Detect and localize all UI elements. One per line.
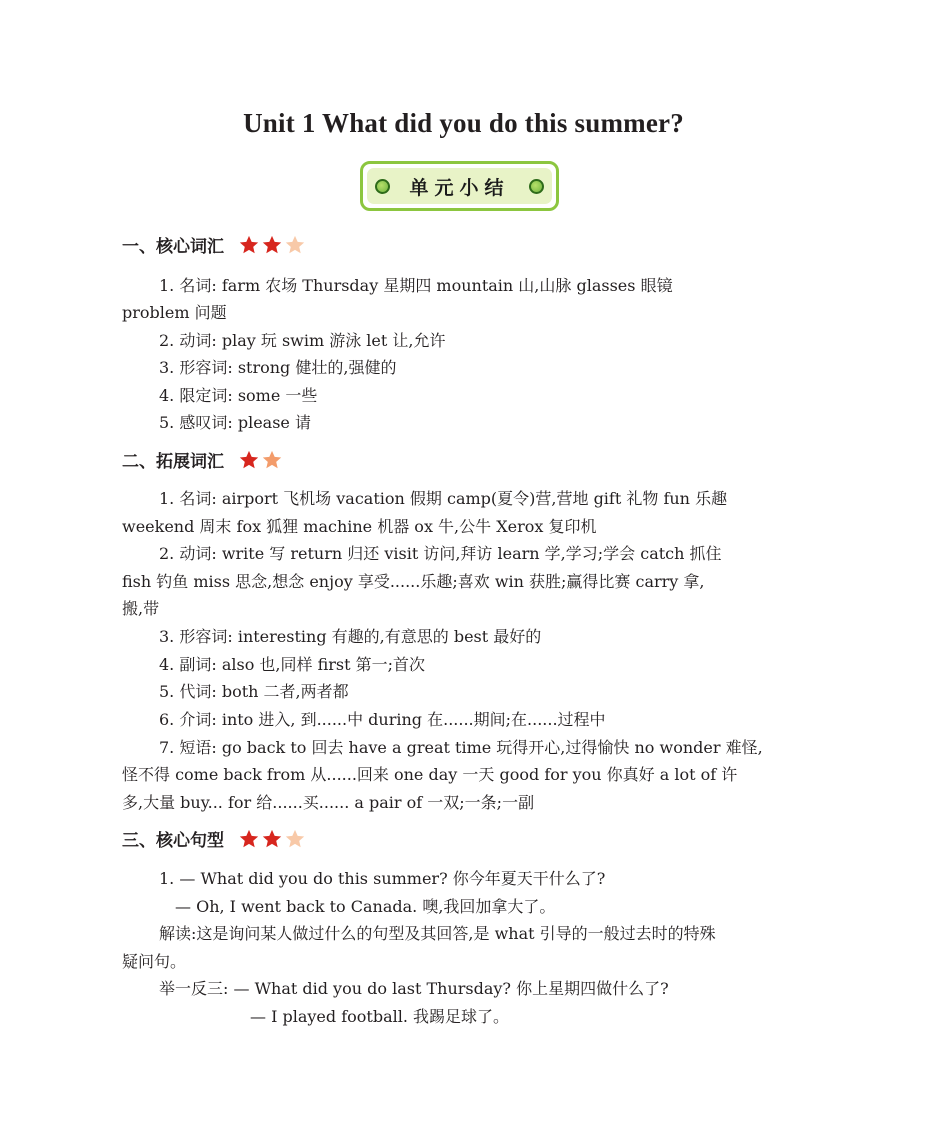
section-title: 三、核心句型 bbox=[122, 831, 224, 851]
section-title: 二、拓展词汇 bbox=[122, 452, 224, 472]
text-line: 3. 形容词: strong 健壮的,强健的 bbox=[159, 358, 397, 377]
difficulty-stars bbox=[238, 828, 307, 850]
star-icon bbox=[284, 828, 306, 850]
text-line: weekend 周末 fox 狐狸 machine 机器 ox 牛,公牛 Xerox 复印机 bbox=[122, 517, 597, 536]
section-heading-core-vocab bbox=[122, 232, 307, 257]
text-line: 4. 副词: also 也,同样 first 第一;首次 bbox=[159, 655, 426, 674]
star-icon bbox=[284, 234, 306, 256]
star-icon bbox=[261, 449, 283, 471]
section-heading-extended-vocab bbox=[122, 447, 284, 472]
section-heading-core-sentences bbox=[122, 826, 307, 851]
difficulty-stars bbox=[238, 234, 307, 256]
text-line: problem 问题 bbox=[122, 303, 227, 322]
badge-label: 单元小结 bbox=[409, 176, 510, 199]
text-line: 2. 动词: play 玩 swim 游泳 let 让,允许 bbox=[159, 331, 446, 350]
text-line: 5. 代词: both 二者,两者都 bbox=[159, 682, 349, 701]
text-line: 多,大量 buy... for 给......买...... a pair of 一双;一条;一副 bbox=[122, 793, 535, 812]
text-line: 2. 动词: write 写 return 归还 visit 访问,拜访 learn 学,学习;学会 catch 抓住 bbox=[159, 544, 722, 563]
text-line: 1. 名词: farm 农场 Thursday 星期四 mountain 山,山脉 glasses 眼镜 bbox=[159, 276, 673, 295]
text-line: 5. 感叹词: please 请 bbox=[159, 413, 311, 432]
section-title: 一、核心词汇 bbox=[122, 237, 224, 257]
page-title: Unit 1 What did you do this summer? bbox=[243, 108, 684, 138]
text-line: 4. 限定词: some 一些 bbox=[159, 386, 318, 405]
green-dot-icon bbox=[375, 179, 390, 194]
star-icon bbox=[238, 234, 260, 256]
text-line: 7. 短语: go back to 回去 have a great time 玩得开心,过得愉快 no wonder 难怪, bbox=[159, 738, 763, 757]
text-line: 1. 名词: airport 飞机场 vacation 假期 camp(夏令)营,营地 gift 礼物 fun 乐趣 bbox=[159, 489, 728, 508]
difficulty-stars bbox=[238, 449, 284, 471]
star-icon bbox=[261, 828, 283, 850]
text-line: 怪不得 come back from 从......回来 one day 一天 good for you 你真好 a lot of 许 bbox=[122, 765, 738, 784]
text-line: 疑问句。 bbox=[122, 952, 187, 971]
text-line: 3. 形容词: interesting 有趣的,有意思的 best 最好的 bbox=[159, 627, 542, 646]
star-icon bbox=[238, 449, 260, 471]
text-line: 搬,带 bbox=[122, 599, 160, 618]
star-icon bbox=[238, 828, 260, 850]
text-line: 举一反三: — What did you do last Thursday? 你上星期四做什么了? bbox=[159, 979, 669, 998]
star-icon bbox=[261, 234, 283, 256]
green-dot-icon bbox=[529, 179, 544, 194]
text-line: — Oh, I went back to Canada. 噢,我回加拿大了。 bbox=[175, 897, 556, 916]
text-line: fish 钓鱼 miss 思念,想念 enjoy 享受......乐趣;喜欢 win 获胜;赢得比赛 carry 拿, bbox=[122, 572, 705, 591]
text-line: 6. 介词: into 进入, 到......中 during 在......期间;在......过程中 bbox=[159, 710, 606, 729]
text-line: — I played football. 我踢足球了。 bbox=[250, 1007, 510, 1026]
text-line: 解读:这是询问某人做过什么的句型及其回答,是 what 引导的一般过去时的特殊 bbox=[159, 924, 716, 943]
unit-summary-badge bbox=[360, 161, 559, 211]
text-line: 1. — What did you do this summer? 你今年夏天干什么了? bbox=[159, 869, 606, 888]
